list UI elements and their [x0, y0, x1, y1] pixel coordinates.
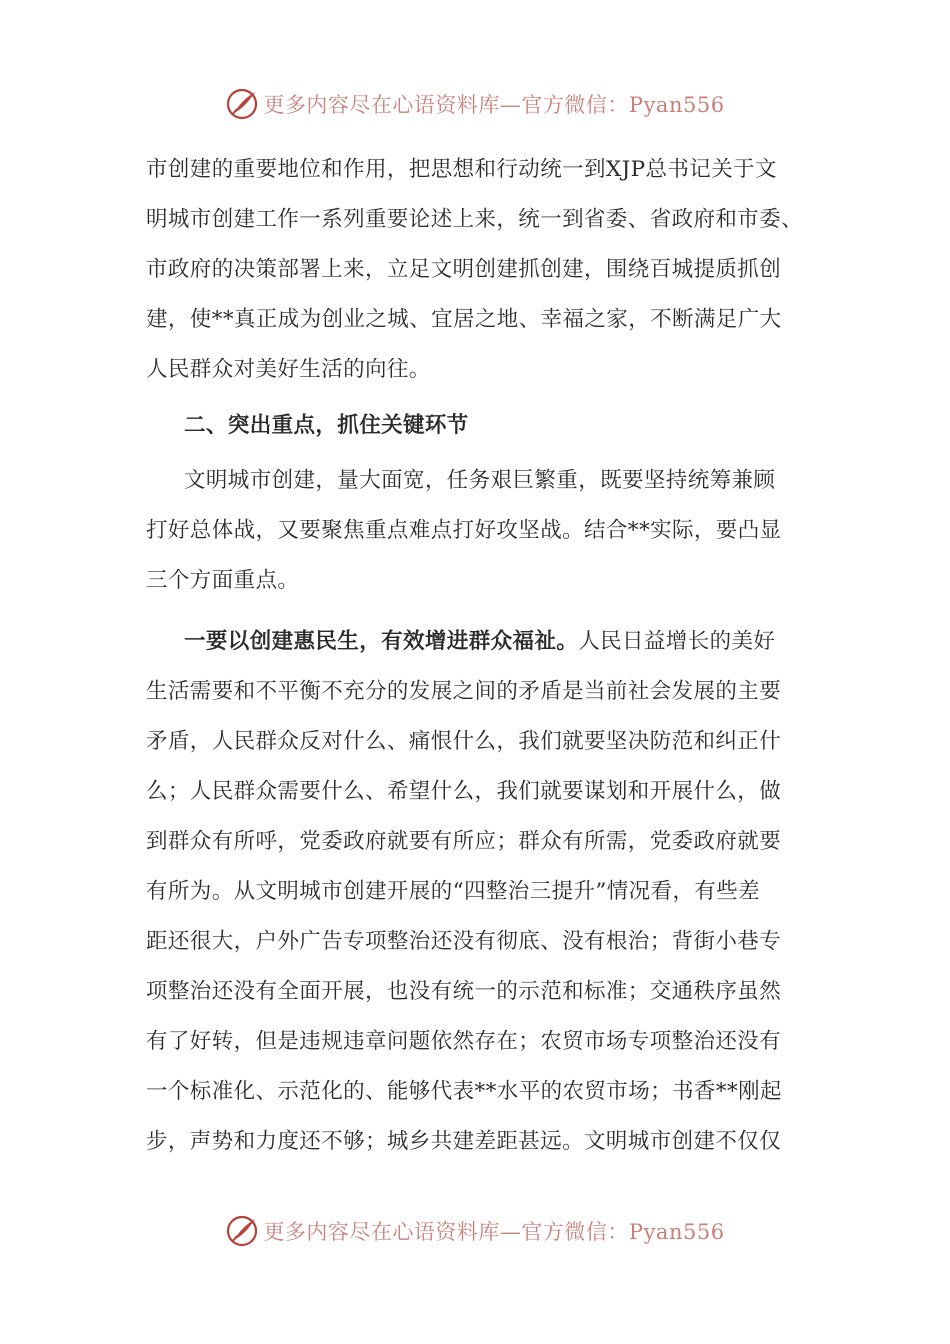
- paragraph-line: 距还很大，户外广告专项整治还没有彻底、没有根治；背街小巷专: [146, 929, 782, 954]
- paragraph-line: 步，声势和力度还不够；城乡共建差距甚远。文明城市创建不仅仅: [146, 1129, 782, 1154]
- watermark-text: 更多内容尽在心语资料库—官方微信：Pyan556: [263, 93, 725, 117]
- paragraph-line: 建，使**真正成为创业之城、宜居之地、幸福之家，不断满足广大: [146, 307, 782, 332]
- quill-pen-logo-icon: [225, 87, 259, 121]
- paragraph-line: 打好总体战，又要聚焦重点难点打好攻坚战。结合**实际，要凸显: [146, 518, 782, 543]
- paragraph-line: 市政府的决策部署上来，立足文明创建抓创建，围绕百城提质抓创: [146, 257, 782, 282]
- paragraph-text: 人民日益增长的美好: [578, 629, 776, 654]
- paragraph-line: 矛盾，人民群众反对什么、痛恨什么，我们就要坚决防范和纠正什: [146, 729, 782, 754]
- paragraph-line: 么；人民群众需要什么、希望什么，我们就要谋划和开展什么，做: [146, 779, 782, 804]
- header-watermark: [0, 84, 950, 124]
- paragraph-line: 一个标准化、示范化的、能够代表**水平的农贸市场；书香**刚起: [146, 1079, 782, 1104]
- quill-pen-logo-icon: [225, 1214, 259, 1248]
- paragraph-line: 市创建的重要地位和作用，把思想和行动统一到XJP总书记关于文: [146, 157, 777, 182]
- paragraph-line: 三个方面重点。: [146, 568, 300, 593]
- footer-watermark: [0, 1211, 950, 1251]
- paragraph-line: 有所为。从文明城市创建开展的“四整治三提升”情况看，有些差: [146, 879, 761, 904]
- paragraph-line: 项整治还没有全面开展，也没有统一的示范和标准；交通秩序虽然: [146, 979, 782, 1004]
- paragraph-line: 人民群众对美好生活的向往。: [146, 357, 431, 382]
- paragraph-line: [146, 617, 816, 667]
- paragraph-line: 有了好转，但是违规违章问题依然存在；农贸市场专项整治还没有: [146, 1029, 782, 1054]
- paragraph-line: 生活需要和不平衡不充分的发展之间的矛盾是当前社会发展的主要: [146, 679, 782, 704]
- paragraph-line: 文明城市创建，量大面宽，任务艰巨繁重，既要坚持统筹兼顾: [184, 468, 776, 493]
- watermark-text: 更多内容尽在心语资料库—官方微信：Pyan556: [263, 1220, 725, 1244]
- bold-lead-sentence: 一要以创建惠民生，有效增进群众福祉。: [184, 629, 579, 654]
- paragraph-line: 到群众有所呼，党委政府就要有所应；群众有所需，党委政府就要: [146, 829, 782, 854]
- document-body: [146, 145, 816, 1167]
- section-heading: 二、突出重点，抓住关键环节: [184, 413, 469, 438]
- paragraph-line: 明城市创建工作一系列重要论述上来，统一到省委、省政府和市委、: [146, 207, 804, 232]
